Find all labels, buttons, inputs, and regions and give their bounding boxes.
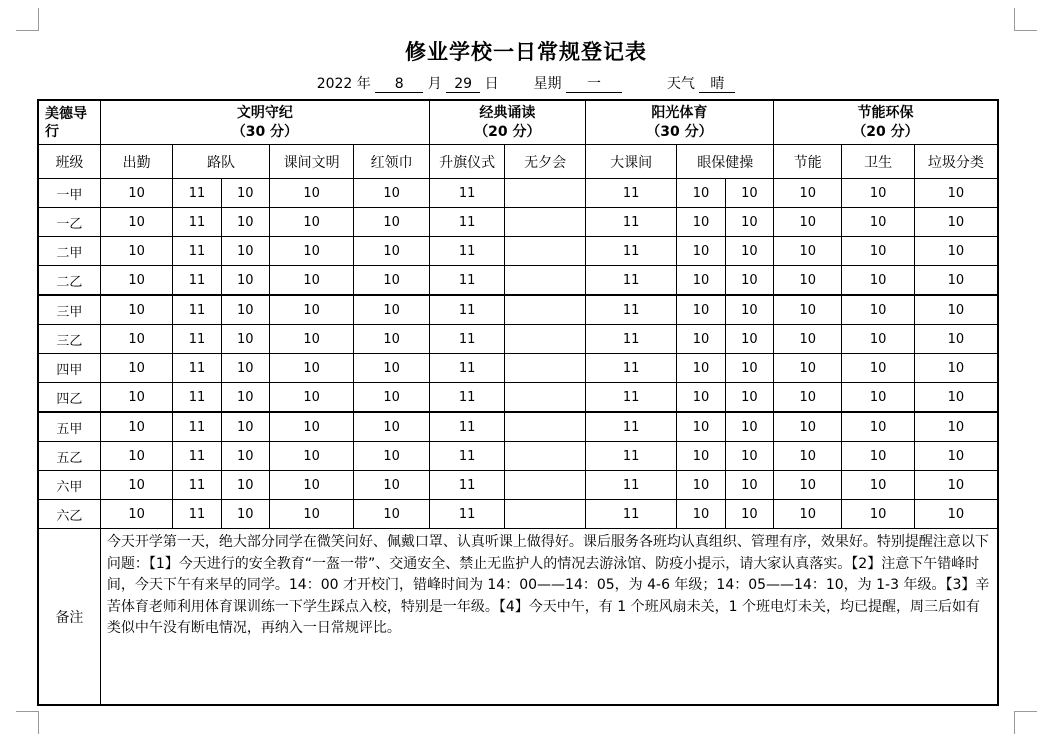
score-cell: 11 [173,383,221,413]
score-cell: 10 [774,500,842,529]
score-cell: 11 [585,179,677,208]
date-year-label: 年 [356,76,371,92]
score-cell: 11 [429,179,504,208]
date-line [0,73,1052,93]
score-cell: 10 [914,179,998,208]
score-cell: 11 [585,412,677,442]
score-cell: 10 [725,325,773,354]
score-cell: 10 [269,442,354,471]
score-cell: 10 [100,500,172,529]
weather-value: 晴 [699,76,735,93]
table-row [38,354,998,383]
class-name-cell: 六乙 [38,500,100,529]
column-header: 升旗仪式 [429,145,504,179]
column-header: 卫生 [842,145,914,179]
score-cell: 10 [100,266,172,296]
column-header: 红领巾 [354,145,429,179]
score-cell: 10 [914,295,998,325]
score-cell [505,412,586,442]
score-cell: 11 [429,295,504,325]
table-body [38,179,998,529]
column-header: 垃圾分类 [914,145,998,179]
score-cell: 11 [429,383,504,413]
group-points: （20 分） [474,123,541,140]
score-cell: 11 [173,179,221,208]
group-points: （30 分） [231,123,299,140]
group-points: （20 分） [852,123,919,140]
score-cell: 10 [914,442,998,471]
score-cell: 10 [354,208,429,237]
score-cell: 10 [269,354,354,383]
score-cell: 10 [100,442,172,471]
score-cell: 10 [677,442,725,471]
score-cell: 10 [774,208,842,237]
score-cell: 11 [429,500,504,529]
table-row [38,383,998,413]
remarks-text: 今天开学第一天，绝大部分同学在微笑问好、佩戴口罩、认真听课上做得好。课后服务各班均认真组织、管理有序，效果好。特别提醒注意以下问题：【1】今天进行的安全教育“一盔一带”、交通安全、禁止无监护人的情况去游泳馆、防疫小提示，请大家认真落实。【2】注意下午错峰时间，今天下午有来早的同学。14：00 才开校门，错峰时间为 14：00——14：05，为 4-6 年级；14：05——14：10，为 1-3 年级。【3】辛苦体育老师利用体育课训练一下学生踩点入校，特别是一年级。【4】今天中午，有 1 个班风扇未关，1 个班电灯未关，均已提醒，周三后如有类似中午没有断电情况，再纳入一日常规评比。 [100,529,998,706]
score-cell: 10 [354,295,429,325]
score-cell: 11 [585,237,677,266]
table-row [38,266,998,296]
score-cell [505,237,586,266]
score-cell: 11 [585,295,677,325]
score-cell: 10 [354,237,429,266]
weekday-label: 星期 [533,76,562,92]
score-cell: 11 [173,266,221,296]
score-cell: 11 [585,354,677,383]
score-cell: 10 [354,383,429,413]
score-cell: 10 [677,179,725,208]
table-row [38,179,998,208]
score-cell: 10 [774,266,842,296]
score-cell: 10 [677,500,725,529]
score-cell: 10 [269,266,354,296]
group-name: 节能环保 [857,104,914,121]
score-cell: 11 [585,325,677,354]
class-name-cell: 四甲 [38,354,100,383]
score-cell: 10 [914,500,998,529]
score-cell: 10 [914,354,998,383]
score-cell [505,383,586,413]
score-cell: 11 [429,471,504,500]
score-cell: 10 [914,412,998,442]
score-cell: 10 [842,442,914,471]
score-cell: 10 [354,325,429,354]
score-cell [505,266,586,296]
score-cell: 10 [677,354,725,383]
class-name-cell: 六甲 [38,471,100,500]
page-corner-mark [16,8,39,31]
score-cell: 11 [585,266,677,296]
score-cell: 10 [677,295,725,325]
table-row [38,208,998,237]
table-row [38,295,998,325]
weather-label: 天气 [666,76,695,92]
score-cell: 10 [774,383,842,413]
score-cell: 10 [221,179,269,208]
score-cell: 10 [100,179,172,208]
class-name-cell: 五甲 [38,412,100,442]
score-cell: 10 [842,383,914,413]
score-cell: 10 [269,325,354,354]
score-cell: 11 [585,500,677,529]
score-cell: 10 [774,325,842,354]
group-name: 阳光体育 [651,104,708,121]
score-cell: 10 [221,383,269,413]
score-cell: 10 [725,500,773,529]
score-cell: 11 [429,237,504,266]
score-cell: 10 [269,179,354,208]
score-cell: 11 [173,354,221,383]
score-cell: 10 [842,325,914,354]
score-cell [505,325,586,354]
score-cell: 11 [173,442,221,471]
score-cell: 11 [585,471,677,500]
table-row [38,325,998,354]
header-row-label: 美德导行 [38,100,100,145]
score-cell: 11 [173,325,221,354]
score-cell: 10 [725,412,773,442]
date-day: 29 [446,76,480,93]
score-cell [505,295,586,325]
score-cell: 10 [221,412,269,442]
score-cell: 10 [269,471,354,500]
group-name: 经典诵读 [479,104,536,121]
score-cell: 10 [354,179,429,208]
score-cell: 10 [774,295,842,325]
column-header: 出勤 [100,145,172,179]
score-cell: 10 [100,295,172,325]
score-cell: 10 [354,266,429,296]
score-cell: 10 [269,237,354,266]
score-cell: 11 [173,237,221,266]
score-cell: 10 [269,412,354,442]
weekday-value: 一 [566,76,622,93]
table-row [38,442,998,471]
score-cell: 11 [429,354,504,383]
score-cell: 11 [429,266,504,296]
score-cell: 10 [677,208,725,237]
score-cell: 10 [677,471,725,500]
score-cell: 10 [914,237,998,266]
score-cell: 10 [221,295,269,325]
score-cell [505,354,586,383]
table-row [38,500,998,529]
score-cell: 10 [269,295,354,325]
score-cell: 10 [842,237,914,266]
score-cell: 10 [269,500,354,529]
score-cell: 11 [173,412,221,442]
score-cell: 10 [842,266,914,296]
column-header: 课间文明 [269,145,354,179]
score-cell: 10 [354,354,429,383]
score-cell: 10 [221,471,269,500]
score-cell: 11 [173,500,221,529]
score-cell: 10 [100,383,172,413]
score-cell: 10 [269,383,354,413]
score-cell: 10 [100,471,172,500]
score-cell: 10 [100,412,172,442]
register-table [37,99,999,706]
score-cell: 10 [100,237,172,266]
score-cell: 10 [725,295,773,325]
class-name-cell: 一乙 [38,208,100,237]
date-day-label: 日 [484,76,499,92]
column-header: 节能 [774,145,842,179]
column-header: 无夕会 [505,145,586,179]
page-corner-mark [1014,8,1037,31]
score-cell: 10 [354,471,429,500]
score-cell: 10 [100,325,172,354]
page-corner-mark [16,711,39,734]
score-cell: 10 [677,237,725,266]
score-cell: 10 [725,442,773,471]
score-cell: 11 [173,208,221,237]
score-cell: 10 [677,412,725,442]
score-cell: 11 [429,325,504,354]
group-header [100,100,429,145]
score-cell: 11 [429,208,504,237]
score-cell: 10 [774,442,842,471]
score-cell: 10 [914,208,998,237]
score-cell [505,208,586,237]
date-year: 2022 [316,76,353,92]
score-cell: 11 [173,295,221,325]
score-cell: 10 [221,237,269,266]
score-cell: 10 [842,179,914,208]
class-name-cell: 二甲 [38,237,100,266]
table-row [38,412,998,442]
score-cell: 11 [585,442,677,471]
score-cell: 10 [100,354,172,383]
score-cell: 10 [221,325,269,354]
class-name-cell: 三乙 [38,325,100,354]
group-header [774,100,999,145]
score-cell: 10 [725,266,773,296]
score-cell: 10 [725,208,773,237]
score-cell: 10 [677,383,725,413]
score-cell: 10 [914,383,998,413]
score-cell: 10 [354,500,429,529]
date-month-label: 月 [427,76,442,92]
score-cell: 10 [842,354,914,383]
group-name: 文明守纪 [236,104,293,121]
class-name-cell: 二乙 [38,266,100,296]
score-cell: 10 [221,442,269,471]
score-cell: 10 [269,208,354,237]
score-cell: 10 [725,471,773,500]
score-cell: 10 [774,179,842,208]
score-cell: 10 [914,325,998,354]
score-cell: 10 [221,266,269,296]
score-cell: 10 [914,266,998,296]
score-cell: 10 [100,208,172,237]
score-cell: 10 [842,208,914,237]
table-row [38,471,998,500]
score-cell: 10 [677,325,725,354]
score-cell: 10 [774,471,842,500]
score-cell: 10 [914,471,998,500]
score-cell: 10 [354,442,429,471]
class-name-cell: 三甲 [38,295,100,325]
score-cell: 10 [774,354,842,383]
score-cell [505,500,586,529]
score-cell [505,442,586,471]
remarks-label: 备注 [38,529,100,706]
page-corner-mark [1014,711,1037,734]
score-cell: 10 [774,412,842,442]
score-cell: 10 [354,412,429,442]
score-cell: 11 [585,383,677,413]
class-name-cell: 一甲 [38,179,100,208]
group-points: （30 分） [646,123,713,140]
score-cell: 10 [725,237,773,266]
score-cell: 10 [725,179,773,208]
score-cell: 11 [429,412,504,442]
table-row [38,237,998,266]
class-name-cell: 四乙 [38,383,100,413]
score-cell: 11 [429,442,504,471]
score-cell: 10 [725,354,773,383]
score-cell: 10 [221,500,269,529]
group-header [585,100,773,145]
score-cell: 11 [585,208,677,237]
score-cell: 10 [725,383,773,413]
column-header: 眼保健操 [677,145,774,179]
score-cell [505,179,586,208]
score-cell: 10 [221,208,269,237]
score-cell: 10 [842,471,914,500]
score-cell: 10 [842,295,914,325]
column-header: 大课间 [585,145,677,179]
group-header [429,100,585,145]
column-header: 班级 [38,145,100,179]
score-cell: 10 [842,412,914,442]
class-name-cell: 五乙 [38,442,100,471]
score-cell: 10 [774,237,842,266]
score-cell: 10 [221,354,269,383]
date-month: 8 [375,76,423,93]
score-cell: 10 [842,500,914,529]
page-title: 修业学校一日常规登记表 [405,40,647,64]
column-header: 路队 [173,145,270,179]
score-cell: 11 [173,471,221,500]
score-cell: 10 [677,266,725,296]
score-cell [505,471,586,500]
